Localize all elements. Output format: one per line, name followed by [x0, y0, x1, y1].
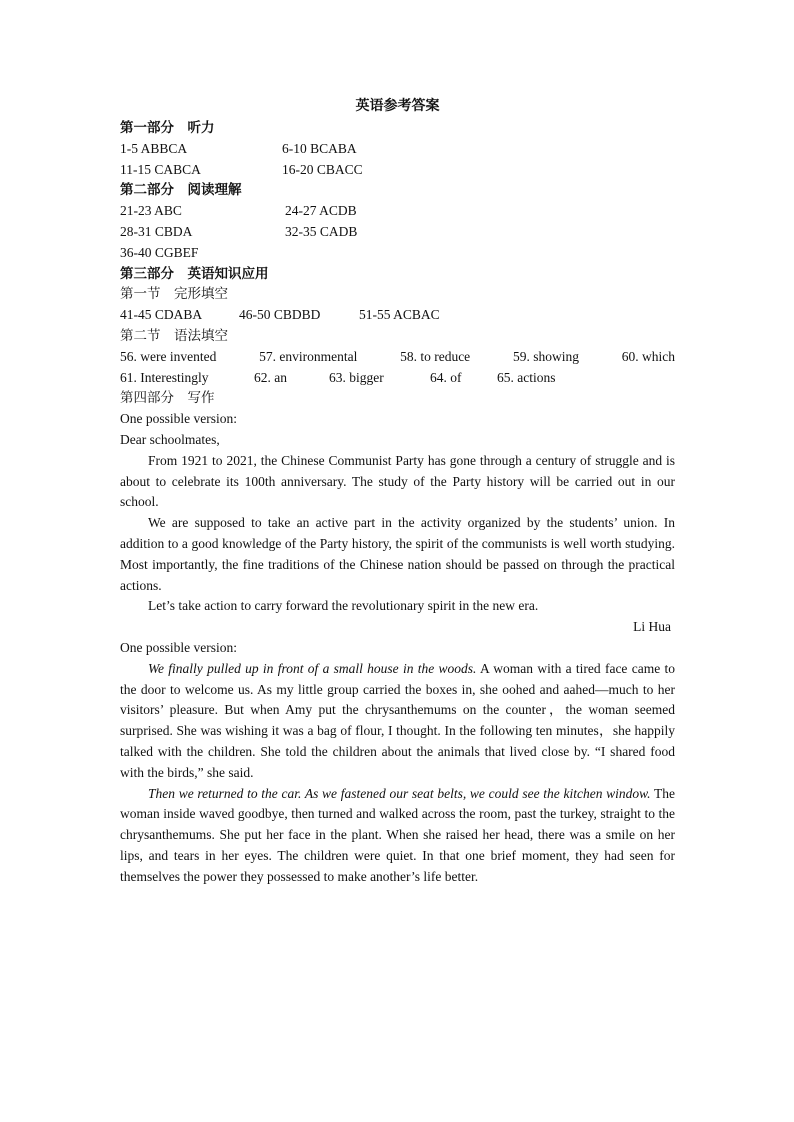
answer-row [120, 222, 675, 243]
story-lead-sentence: We finally pulled up in front of a small house in the woods. [148, 660, 477, 676]
part1-heading: 第一部分 听力 [120, 120, 215, 135]
part2-heading: 第二部分 阅读理解 [120, 182, 242, 198]
answer-group: 24-27 ACDB [285, 203, 357, 219]
story-paragraph [120, 784, 675, 888]
letter-greeting: Dear schoolmates, [120, 431, 220, 447]
answer-row [120, 160, 675, 181]
answer-group: 28-31 CBDA [120, 223, 193, 239]
answer-item: 63. bigger [329, 369, 384, 385]
story-lead-sentence: Then we returned to the car. As we fastened our seat belts, we could see the kitchen window. [148, 785, 651, 801]
page-title: 英语参考答案 [355, 99, 440, 114]
answer-item: 61. Interestingly [120, 369, 209, 385]
part3-heading: 第三部分 英语知识应用 [120, 265, 269, 281]
answer-group: 16-20 CBACC [282, 161, 363, 177]
letter-paragraph: Let’s take action to carry forward the revolutionary spirit in the new era. [148, 598, 539, 614]
letter-paragraph: We are supposed to take an active part in the activity organized by the students’ union. In addition to a good knowledge of the Party history, the spirit of the communists is well worth studying. Most importantly, the fine traditions of the Chinese nation should be passed on through the practical actions. [120, 515, 675, 593]
version-label: One possible version: [120, 639, 237, 655]
answer-group: 41-45 CDABA [120, 307, 203, 323]
answer-group: 32-35 CADB [285, 223, 358, 239]
story-paragraph [120, 659, 675, 784]
answer-group: 11-15 CABCA [120, 161, 201, 177]
answer-group: 51-55 ACBAC [359, 307, 440, 323]
section2-heading: 第二节 语法填空 [120, 327, 228, 343]
answer-item: 62. an [254, 369, 287, 385]
answer-row [120, 201, 675, 222]
answer-group: 36-40 CGBEF [120, 244, 199, 260]
answer-row [120, 368, 675, 389]
letter-signature: Li Hua [633, 619, 671, 635]
answer-item: 57. environmental [259, 348, 358, 364]
letter-paragraph: From 1921 to 2021, the Chinese Communist Party has gone through a century of struggle and is about to celebrate its 100th anniversary. The study of the Party history will be carried out in our school. [120, 452, 675, 510]
story-text: A woman with a tired face came to the door to welcome us. As my little group carried the boxes in, she oohed and aahed—much to her visitors’ pleasure. But when Amy put the chrysanthemums on the counter，the woman seemed surprised. She was wishing it was a bag of flour, I thought. In the following ten minutes，she happily talked with the children. She told the children about the animals that lived close by. “I shared food with the birds,” she said. [120, 660, 675, 780]
answer-group: 1-5 ABBCA [120, 140, 188, 156]
answer-group: 21-23 ABC [120, 203, 182, 219]
answer-item: 56. were invented [120, 348, 217, 364]
part4-heading: 第四部分 写作 [120, 390, 215, 406]
version-label: One possible version: [120, 411, 237, 427]
section1-heading: 第一节 完形填空 [120, 286, 228, 302]
answer-row [120, 305, 675, 326]
answer-item: 64. of [430, 369, 462, 385]
answer-group: 6-10 BCABA [282, 140, 357, 156]
answer-item: 58. to reduce [400, 348, 471, 364]
answer-row [120, 139, 675, 160]
answer-item: 59. showing [512, 348, 579, 364]
answer-group: 46-50 CBDBD [239, 307, 321, 323]
answer-row [120, 347, 675, 368]
story-text: The woman inside waved goodbye, then turned and walked across the room, past the turkey, straight to the chrysanthemums. She put her face in the plant. When she raised her head, there was a smile on her lips, and tears in her eyes. The children were quiet. In that one brief moment, they had seen for themselves the power they possessed to make another’s life better. [120, 785, 675, 884]
answer-item: 60. which [621, 348, 675, 364]
answer-item: 65. actions [497, 369, 556, 385]
document-body [120, 96, 675, 887]
